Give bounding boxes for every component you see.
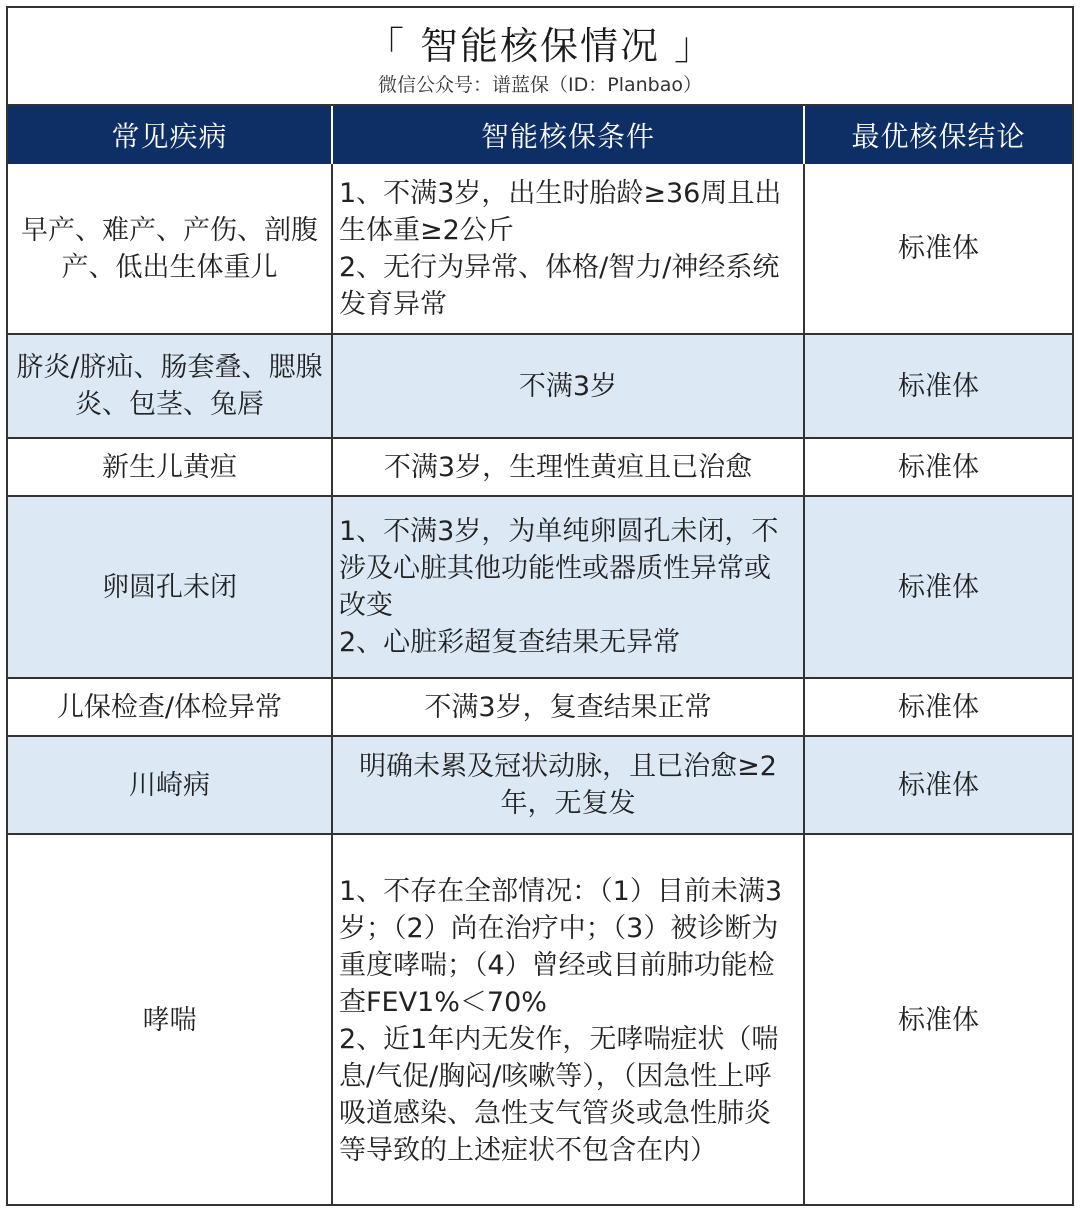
column-header-disease: 常见疾病 (8, 106, 332, 164)
result-cell: 标准体 (804, 334, 1072, 438)
disease-cell: 早产、难产、产伤、剖腹产、低出生体重儿 (21, 214, 318, 283)
disease-cell: 川崎病 (8, 736, 332, 834)
condition-cell: 不满3岁，复查结果正常 (332, 678, 804, 736)
condition-cell: 1、不满3岁，出生时胎龄≥36周且出生体重≥2公斤 2、无行为异常、体格/智力/神经系统发育异常 (332, 164, 804, 334)
disease-cell: 新生儿黄疸 (8, 438, 332, 496)
underwriting-table-sheet (6, 6, 1074, 1206)
page-title: 「 智能核保情况 」 (365, 24, 715, 68)
page-subtitle: 微信公众号：谱蓝保（ID：Planbao） (378, 74, 702, 96)
table-row (8, 678, 1072, 736)
table-header-row (8, 106, 1072, 164)
result-cell: 标准体 (804, 438, 1072, 496)
disease-cell: 脐炎/脐疝、肠套叠、腮腺炎、包茎、兔唇 (8, 334, 332, 438)
table-row (8, 736, 1072, 834)
table-row (8, 834, 1072, 1206)
disease-cell: 哮喘 (8, 834, 332, 1206)
condition-cell: 明确未累及冠状动脉，且已治愈≥2年，无复发 (332, 736, 804, 834)
table-row (8, 334, 1072, 438)
result-cell: 标准体 (804, 736, 1072, 834)
result-cell: 标准体 (804, 834, 1072, 1206)
condition-cell: 1、不存在全部情况：（1）目前未满3岁；（2）尚在治疗中；（3）被诊断为重度哮喘；（4）曾经或目前肺功能检查FEV1%＜70% 2、近1年内无发作，无哮喘症状（喘息/气促/胸闷/咳嗽等），（因急性上呼吸道感染、急性支气管炎或急性肺炎等导致的上述症状不包含在内） (332, 834, 804, 1206)
condition-cell: 不满3岁，生理性黄疸且已治愈 (332, 438, 804, 496)
column-header-result: 最优核保结论 (804, 106, 1072, 164)
table-row (8, 496, 1072, 678)
column-header-condition: 智能核保条件 (332, 106, 804, 164)
result-cell: 标准体 (804, 496, 1072, 678)
condition-cell: 不满3岁 (332, 334, 804, 438)
title-block (8, 8, 1072, 106)
disease-cell: 卵圆孔未闭 (8, 496, 332, 678)
result-cell: 标准体 (804, 164, 1072, 334)
disease-cell: 儿保检查/体检异常 (8, 678, 332, 736)
table-row (8, 438, 1072, 496)
table-row (8, 164, 1072, 334)
result-cell: 标准体 (804, 678, 1072, 736)
condition-cell: 1、不满3岁，为单纯卵圆孔未闭，不涉及心脏其他功能性或器质性异常或改变 2、心脏彩超复查结果无异常 (332, 496, 804, 678)
underwriting-table (8, 106, 1072, 1206)
